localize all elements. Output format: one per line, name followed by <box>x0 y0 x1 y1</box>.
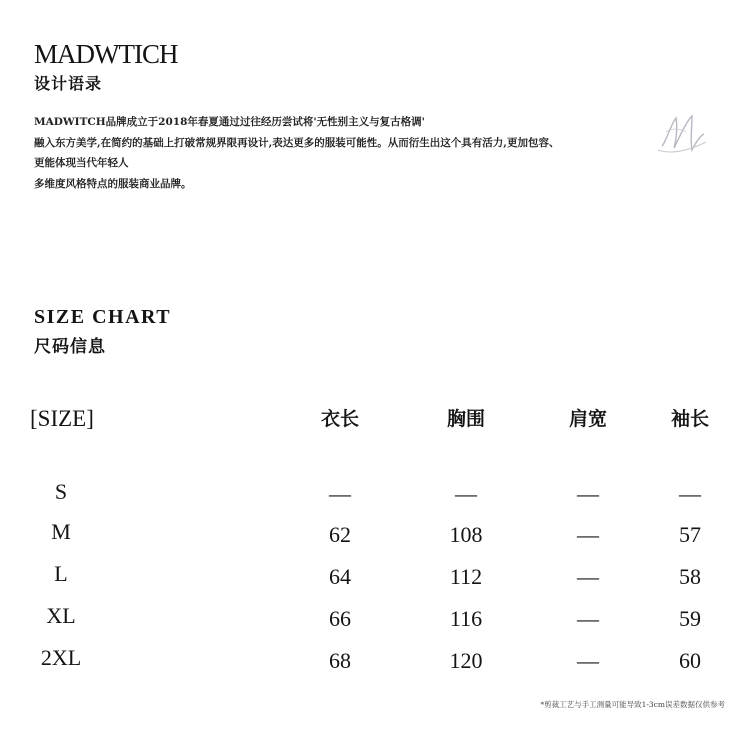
intro-line: MADWITCH品牌成立于2018年春夏通过过往经历尝试将'无性别主义与复古格调' <box>34 116 425 128</box>
header-sleeve: 袖长 <box>670 408 710 430</box>
brand-subtitle: 设计语录 <box>34 74 103 93</box>
table-cell: — <box>577 522 599 547</box>
header-chest: 胸围 <box>446 408 486 430</box>
table-cell: 58 <box>679 564 701 589</box>
table-cell: 60 <box>679 648 701 673</box>
header-length: 衣长 <box>320 408 360 430</box>
table-cell: — <box>577 481 599 506</box>
table-cell: 120 <box>449 648 483 673</box>
header-shoulder: 肩宽 <box>568 408 608 430</box>
table-cell: 68 <box>329 648 351 673</box>
size-label: L <box>54 561 68 586</box>
table-cell: 57 <box>679 522 701 547</box>
table-cell: — <box>577 564 599 589</box>
measurement-note: *剪裁工艺与手工测量可能导致1-3cm误差数据仅供参考 <box>540 700 725 709</box>
table-cell: 66 <box>329 606 351 631</box>
size-chart-title-en: SIZE CHART <box>34 306 172 328</box>
table-cell: 64 <box>329 564 351 589</box>
table-cell: — <box>577 648 599 673</box>
table-cell: — <box>679 481 701 506</box>
size-label: XL <box>46 603 76 628</box>
intro-line: 多维度风格特点的服装商业品牌。 <box>34 177 192 190</box>
intro-line: 融入东方美学,在简约的基础上打破常规界限再设计,表达更多的服装可能性。从而衍生出这个具有活力,更加包容、 <box>34 136 560 149</box>
intro-line: 更能体现当代年轻人 <box>34 157 129 169</box>
size-label: 2XL <box>40 645 82 670</box>
table-cell: 112 <box>449 564 483 589</box>
table-cell: — <box>577 606 599 631</box>
size-chart-title-cn: 尺码信息 <box>34 337 106 357</box>
table-cell: 116 <box>449 606 483 631</box>
table-cell: — <box>329 481 351 506</box>
size-label: M <box>51 519 71 544</box>
size-column-header: [SIZE] <box>30 406 94 431</box>
table-cell: — <box>455 481 477 506</box>
table-cell: 62 <box>329 522 351 547</box>
brand-logo-text: MADWTICH <box>34 39 178 69</box>
size-label: S <box>54 479 68 504</box>
table-cell: 59 <box>679 606 701 631</box>
table-cell: 108 <box>449 522 483 547</box>
